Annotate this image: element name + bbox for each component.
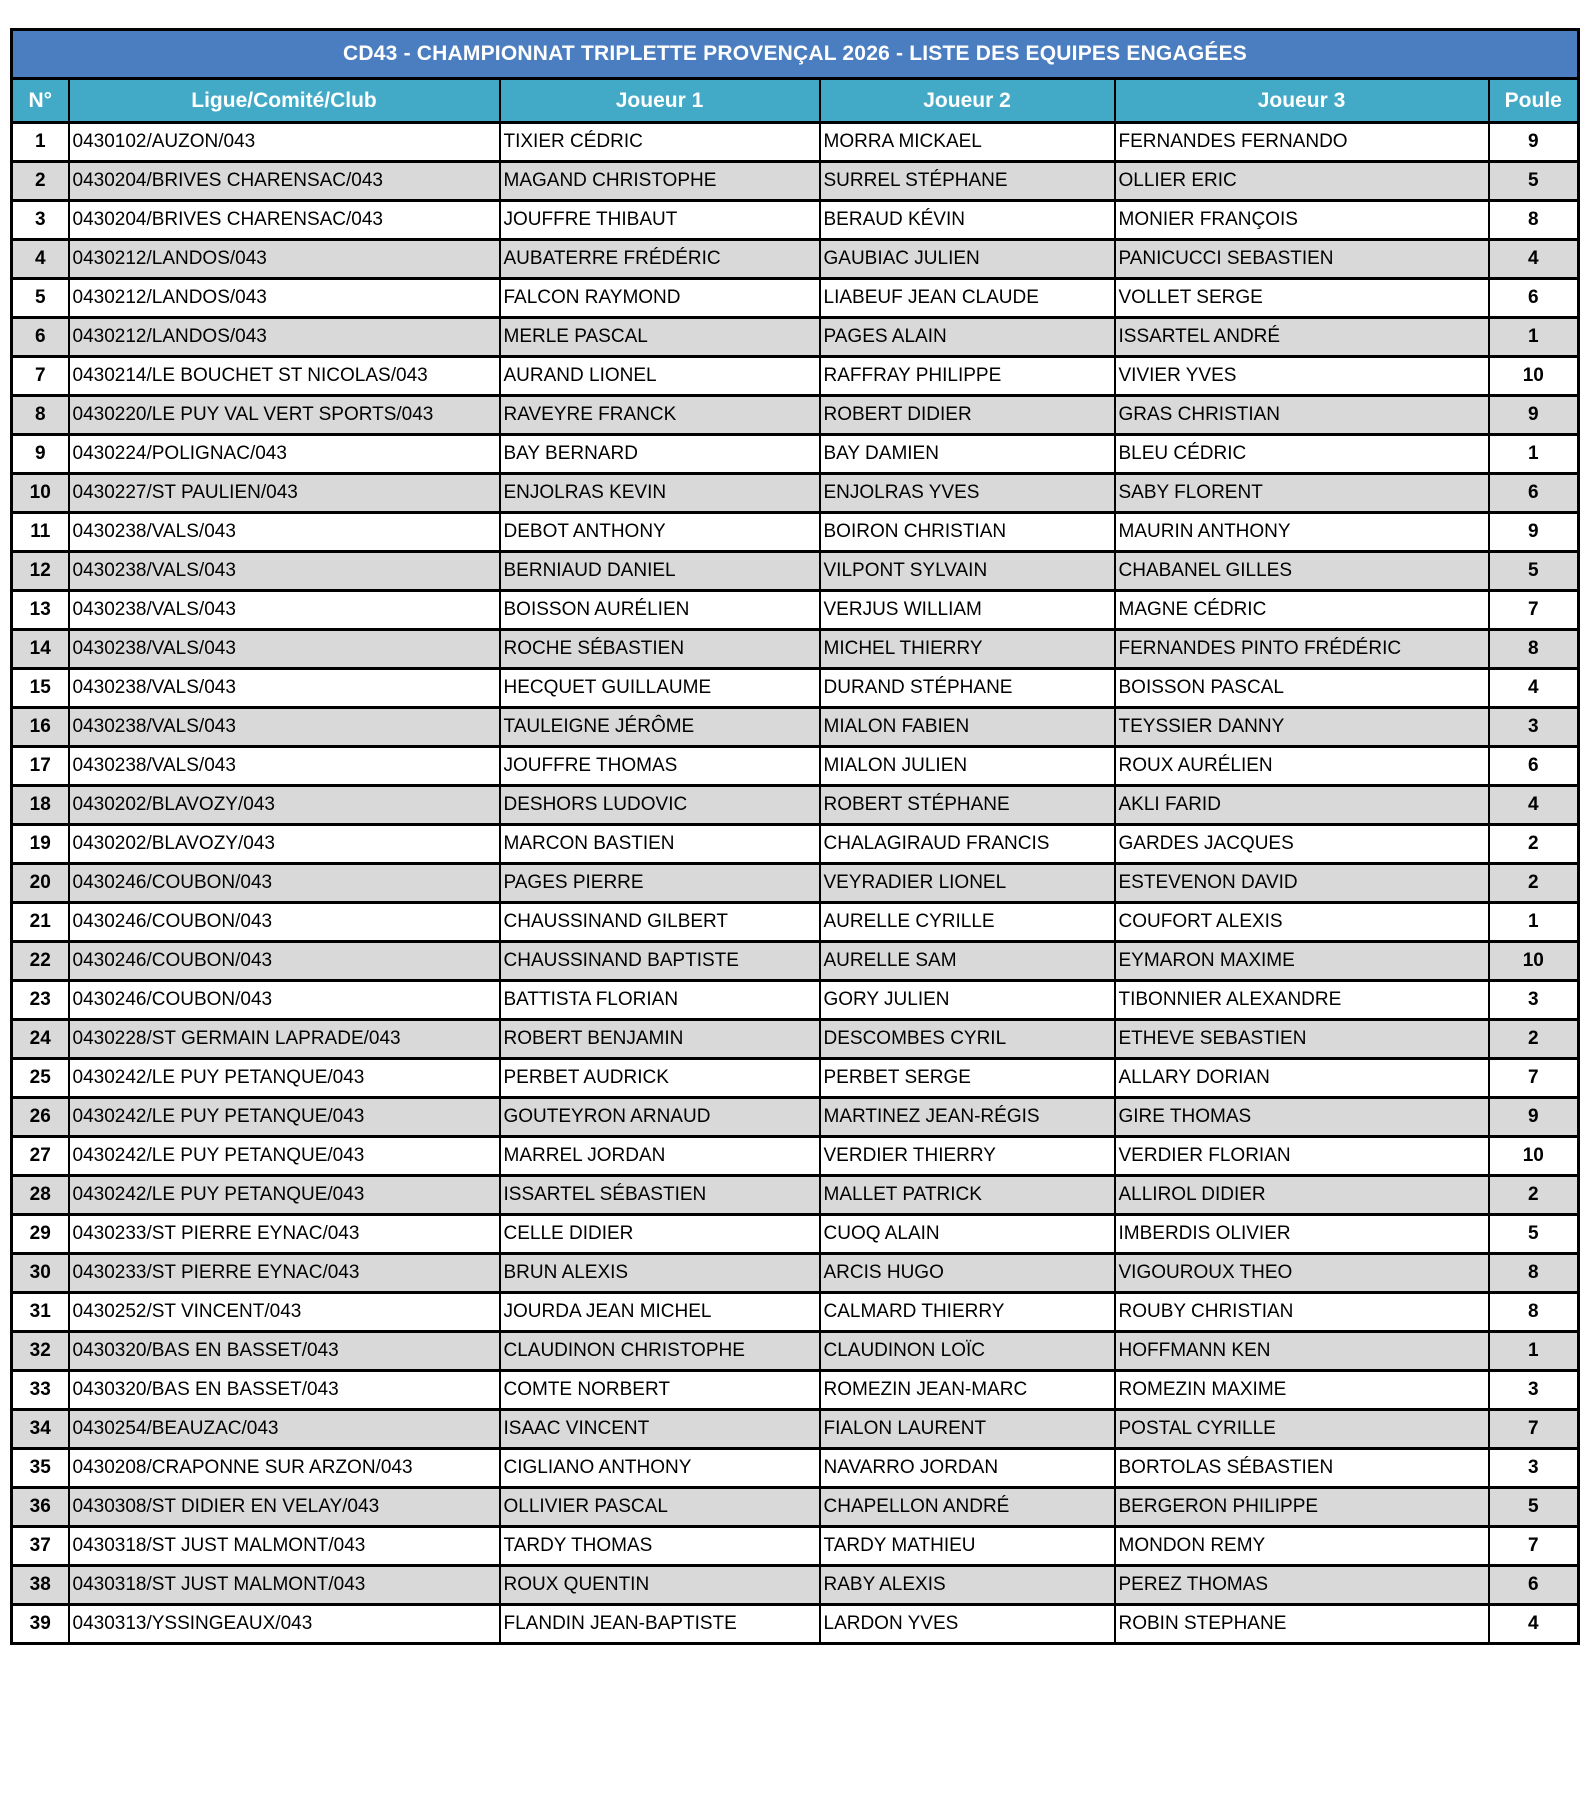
cell-poule: 9 (1489, 513, 1579, 552)
cell-poule: 10 (1489, 942, 1579, 981)
cell-poule: 8 (1489, 1254, 1579, 1293)
cell-joueur2: VERJUS WILLIAM (820, 591, 1115, 630)
cell-joueur3: BLEU CÉDRIC (1115, 435, 1489, 474)
cell-numero: 36 (12, 1488, 69, 1527)
cell-numero: 15 (12, 669, 69, 708)
cell-club: 0430246/COUBON/043 (69, 942, 500, 981)
cell-joueur1: MERLE PASCAL (500, 318, 820, 357)
cell-joueur3: IMBERDIS OLIVIER (1115, 1215, 1489, 1254)
cell-joueur2: CHAPELLON ANDRÉ (820, 1488, 1115, 1527)
cell-club: 0430318/ST JUST MALMONT/043 (69, 1527, 500, 1566)
cell-club: 0430254/BEAUZAC/043 (69, 1410, 500, 1449)
cell-poule: 9 (1489, 123, 1579, 162)
cell-club: 0430238/VALS/043 (69, 552, 500, 591)
cell-joueur3: TIBONNIER ALEXANDRE (1115, 981, 1489, 1020)
cell-joueur1: AURAND LIONEL (500, 357, 820, 396)
cell-numero: 23 (12, 981, 69, 1020)
cell-joueur2: MARTINEZ JEAN-RÉGIS (820, 1098, 1115, 1137)
cell-numero: 7 (12, 357, 69, 396)
table-row (12, 1254, 1579, 1293)
table-row (12, 240, 1579, 279)
cell-joueur2: SURREL STÉPHANE (820, 162, 1115, 201)
cell-poule: 5 (1489, 552, 1579, 591)
cell-club: 0430227/ST PAULIEN/043 (69, 474, 500, 513)
table-row (12, 981, 1579, 1020)
cell-joueur3: ESTEVENON DAVID (1115, 864, 1489, 903)
title-row (12, 30, 1579, 79)
table-row (12, 786, 1579, 825)
cell-joueur1: AUBATERRE FRÉDÉRIC (500, 240, 820, 279)
table-row (12, 1449, 1579, 1488)
cell-joueur2: RABY ALEXIS (820, 1566, 1115, 1605)
cell-joueur1: CIGLIANO ANTHONY (500, 1449, 820, 1488)
cell-numero: 29 (12, 1215, 69, 1254)
cell-joueur2: CHALAGIRAUD FRANCIS (820, 825, 1115, 864)
cell-club: 0430202/BLAVOZY/043 (69, 786, 500, 825)
cell-poule: 5 (1489, 1215, 1579, 1254)
cell-joueur2: ROMEZIN JEAN-MARC (820, 1371, 1115, 1410)
cell-numero: 31 (12, 1293, 69, 1332)
cell-joueur1: GOUTEYRON ARNAUD (500, 1098, 820, 1137)
cell-club: 0430228/ST GERMAIN LAPRADE/043 (69, 1020, 500, 1059)
cell-club: 0430246/COUBON/043 (69, 903, 500, 942)
cell-joueur2: MALLET PATRICK (820, 1176, 1115, 1215)
cell-joueur3: FERNANDES FERNANDO (1115, 123, 1489, 162)
column-header-poule: Poule (1489, 79, 1579, 123)
cell-joueur1: OLLIVIER PASCAL (500, 1488, 820, 1527)
cell-poule: 4 (1489, 669, 1579, 708)
cell-joueur1: BERNIAUD DANIEL (500, 552, 820, 591)
cell-joueur3: GRAS CHRISTIAN (1115, 396, 1489, 435)
cell-joueur1: MARREL JORDAN (500, 1137, 820, 1176)
cell-joueur3: ROBIN STEPHANE (1115, 1605, 1489, 1644)
cell-club: 0430212/LANDOS/043 (69, 318, 500, 357)
cell-poule: 4 (1489, 240, 1579, 279)
cell-joueur2: LIABEUF JEAN CLAUDE (820, 279, 1115, 318)
cell-joueur2: GORY JULIEN (820, 981, 1115, 1020)
cell-numero: 26 (12, 1098, 69, 1137)
cell-joueur1: ENJOLRAS KEVIN (500, 474, 820, 513)
cell-numero: 38 (12, 1566, 69, 1605)
cell-joueur2: AURELLE CYRILLE (820, 903, 1115, 942)
cell-club: 0430224/POLIGNAC/043 (69, 435, 500, 474)
cell-poule: 1 (1489, 318, 1579, 357)
cell-poule: 9 (1489, 396, 1579, 435)
cell-joueur1: BAY BERNARD (500, 435, 820, 474)
cell-joueur1: DEBOT ANTHONY (500, 513, 820, 552)
cell-club: 0430233/ST PIERRE EYNAC/043 (69, 1254, 500, 1293)
cell-joueur3: PANICUCCI SEBASTIEN (1115, 240, 1489, 279)
cell-numero: 22 (12, 942, 69, 981)
cell-joueur3: AKLI FARID (1115, 786, 1489, 825)
cell-club: 0430246/COUBON/043 (69, 981, 500, 1020)
table-row (12, 435, 1579, 474)
cell-joueur3: COUFORT ALEXIS (1115, 903, 1489, 942)
cell-poule: 6 (1489, 747, 1579, 786)
cell-club: 0430214/LE BOUCHET ST NICOLAS/043 (69, 357, 500, 396)
cell-joueur1: DESHORS LUDOVIC (500, 786, 820, 825)
cell-joueur3: VOLLET SERGE (1115, 279, 1489, 318)
cell-numero: 30 (12, 1254, 69, 1293)
cell-joueur2: VILPONT SYLVAIN (820, 552, 1115, 591)
cell-joueur1: ROBERT BENJAMIN (500, 1020, 820, 1059)
cell-joueur2: CALMARD THIERRY (820, 1293, 1115, 1332)
table-row (12, 591, 1579, 630)
table-row (12, 630, 1579, 669)
cell-poule: 7 (1489, 1527, 1579, 1566)
table-row (12, 474, 1579, 513)
cell-joueur2: NAVARRO JORDAN (820, 1449, 1115, 1488)
cell-joueur2: PERBET SERGE (820, 1059, 1115, 1098)
column-header-club: Ligue/Comité/Club (69, 79, 500, 123)
cell-poule: 2 (1489, 1020, 1579, 1059)
cell-poule: 7 (1489, 591, 1579, 630)
cell-club: 0430238/VALS/043 (69, 669, 500, 708)
cell-joueur1: ISAAC VINCENT (500, 1410, 820, 1449)
cell-joueur2: CUOQ ALAIN (820, 1215, 1115, 1254)
cell-club: 0430242/LE PUY PETANQUE/043 (69, 1176, 500, 1215)
table-row (12, 1215, 1579, 1254)
cell-poule: 4 (1489, 786, 1579, 825)
cell-numero: 16 (12, 708, 69, 747)
cell-joueur2: CLAUDINON LOÏC (820, 1332, 1115, 1371)
cell-numero: 19 (12, 825, 69, 864)
cell-joueur2: RAFFRAY PHILIPPE (820, 357, 1115, 396)
column-header-joueur3: Joueur 3 (1115, 79, 1489, 123)
cell-poule: 5 (1489, 162, 1579, 201)
table-row (12, 1605, 1579, 1644)
cell-joueur2: MICHEL THIERRY (820, 630, 1115, 669)
cell-joueur1: COMTE NORBERT (500, 1371, 820, 1410)
cell-club: 0430242/LE PUY PETANQUE/043 (69, 1098, 500, 1137)
column-header-joueur2: Joueur 2 (820, 79, 1115, 123)
cell-joueur3: ROUX AURÉLIEN (1115, 747, 1489, 786)
cell-club: 0430318/ST JUST MALMONT/043 (69, 1566, 500, 1605)
table-row (12, 396, 1579, 435)
cell-numero: 21 (12, 903, 69, 942)
cell-joueur3: POSTAL CYRILLE (1115, 1410, 1489, 1449)
cell-joueur3: BERGERON PHILIPPE (1115, 1488, 1489, 1527)
cell-numero: 9 (12, 435, 69, 474)
cell-club: 0430204/BRIVES CHARENSAC/043 (69, 201, 500, 240)
cell-club: 0430220/LE PUY VAL VERT SPORTS/043 (69, 396, 500, 435)
cell-joueur3: VIGOUROUX THEO (1115, 1254, 1489, 1293)
cell-poule: 2 (1489, 1176, 1579, 1215)
cell-joueur3: MONIER FRANÇOIS (1115, 201, 1489, 240)
table-row (12, 162, 1579, 201)
cell-joueur1: TAULEIGNE JÉRÔME (500, 708, 820, 747)
cell-poule: 2 (1489, 825, 1579, 864)
cell-joueur3: ROMEZIN MAXIME (1115, 1371, 1489, 1410)
cell-joueur2: DURAND STÉPHANE (820, 669, 1115, 708)
page-title: CD43 - CHAMPIONNAT TRIPLETTE PROVENÇAL 2026 - LISTE DES EQUIPES ENGAGÉES (12, 30, 1579, 79)
cell-joueur3: MONDON REMY (1115, 1527, 1489, 1566)
cell-club: 0430238/VALS/043 (69, 513, 500, 552)
table-row (12, 1488, 1579, 1527)
cell-numero: 2 (12, 162, 69, 201)
table-row (12, 669, 1579, 708)
cell-joueur1: BRUN ALEXIS (500, 1254, 820, 1293)
cell-numero: 25 (12, 1059, 69, 1098)
cell-club: 0430204/BRIVES CHARENSAC/043 (69, 162, 500, 201)
cell-joueur3: VIVIER YVES (1115, 357, 1489, 396)
cell-poule: 7 (1489, 1059, 1579, 1098)
cell-joueur3: ALLARY DORIAN (1115, 1059, 1489, 1098)
cell-numero: 39 (12, 1605, 69, 1644)
cell-poule: 1 (1489, 903, 1579, 942)
cell-club: 0430202/BLAVOZY/043 (69, 825, 500, 864)
cell-joueur2: BOIRON CHRISTIAN (820, 513, 1115, 552)
table-row (12, 864, 1579, 903)
cell-joueur3: ISSARTEL ANDRÉ (1115, 318, 1489, 357)
cell-poule: 6 (1489, 1566, 1579, 1605)
cell-joueur2: LARDON YVES (820, 1605, 1115, 1644)
cell-numero: 5 (12, 279, 69, 318)
cell-poule: 8 (1489, 630, 1579, 669)
cell-poule: 3 (1489, 708, 1579, 747)
table-row (12, 1098, 1579, 1137)
cell-poule: 8 (1489, 201, 1579, 240)
cell-joueur1: CELLE DIDIER (500, 1215, 820, 1254)
cell-numero: 8 (12, 396, 69, 435)
cell-numero: 1 (12, 123, 69, 162)
table-row (12, 903, 1579, 942)
cell-club: 0430313/YSSINGEAUX/043 (69, 1605, 500, 1644)
cell-club: 0430320/BAS EN BASSET/043 (69, 1371, 500, 1410)
table-row (12, 201, 1579, 240)
cell-numero: 33 (12, 1371, 69, 1410)
cell-numero: 6 (12, 318, 69, 357)
cell-poule: 2 (1489, 864, 1579, 903)
cell-numero: 4 (12, 240, 69, 279)
cell-numero: 13 (12, 591, 69, 630)
cell-joueur2: MORRA MICKAEL (820, 123, 1115, 162)
cell-numero: 27 (12, 1137, 69, 1176)
cell-club: 0430238/VALS/043 (69, 630, 500, 669)
cell-joueur1: JOUFFRE THOMAS (500, 747, 820, 786)
table-row (12, 552, 1579, 591)
cell-joueur1: FALCON RAYMOND (500, 279, 820, 318)
table-row (12, 123, 1579, 162)
cell-joueur1: ISSARTEL SÉBASTIEN (500, 1176, 820, 1215)
table-row (12, 942, 1579, 981)
cell-joueur2: DESCOMBES CYRIL (820, 1020, 1115, 1059)
column-header-row (12, 79, 1579, 123)
table-row (12, 1059, 1579, 1098)
teams-table (10, 28, 1580, 1645)
cell-joueur1: FLANDIN JEAN-BAPTISTE (500, 1605, 820, 1644)
table-row (12, 318, 1579, 357)
cell-joueur3: GARDES JACQUES (1115, 825, 1489, 864)
cell-poule: 8 (1489, 1293, 1579, 1332)
cell-numero: 11 (12, 513, 69, 552)
cell-joueur3: ALLIROL DIDIER (1115, 1176, 1489, 1215)
cell-joueur1: TIXIER CÉDRIC (500, 123, 820, 162)
cell-poule: 5 (1489, 1488, 1579, 1527)
table-row (12, 1371, 1579, 1410)
cell-joueur3: BOISSON PASCAL (1115, 669, 1489, 708)
cell-numero: 24 (12, 1020, 69, 1059)
cell-joueur2: BAY DAMIEN (820, 435, 1115, 474)
cell-joueur3: GIRE THOMAS (1115, 1098, 1489, 1137)
cell-club: 0430238/VALS/043 (69, 591, 500, 630)
cell-joueur2: ARCIS HUGO (820, 1254, 1115, 1293)
cell-joueur2: TARDY MATHIEU (820, 1527, 1115, 1566)
cell-club: 0430102/AUZON/043 (69, 123, 500, 162)
cell-poule: 6 (1489, 279, 1579, 318)
cell-joueur3: TEYSSIER DANNY (1115, 708, 1489, 747)
cell-numero: 20 (12, 864, 69, 903)
cell-poule: 10 (1489, 1137, 1579, 1176)
cell-joueur2: PAGES ALAIN (820, 318, 1115, 357)
cell-club: 0430238/VALS/043 (69, 708, 500, 747)
cell-joueur3: OLLIER ERIC (1115, 162, 1489, 201)
cell-numero: 35 (12, 1449, 69, 1488)
cell-numero: 32 (12, 1332, 69, 1371)
cell-numero: 34 (12, 1410, 69, 1449)
cell-poule: 9 (1489, 1098, 1579, 1137)
cell-joueur1: HECQUET GUILLAUME (500, 669, 820, 708)
cell-joueur1: JOUFFRE THIBAUT (500, 201, 820, 240)
cell-poule: 6 (1489, 474, 1579, 513)
table-row (12, 279, 1579, 318)
cell-numero: 3 (12, 201, 69, 240)
table-row (12, 1293, 1579, 1332)
cell-joueur2: ROBERT STÉPHANE (820, 786, 1115, 825)
cell-numero: 18 (12, 786, 69, 825)
cell-joueur2: VEYRADIER LIONEL (820, 864, 1115, 903)
cell-joueur1: ROCHE SÉBASTIEN (500, 630, 820, 669)
cell-club: 0430212/LANDOS/043 (69, 279, 500, 318)
table-row (12, 513, 1579, 552)
cell-numero: 12 (12, 552, 69, 591)
cell-joueur1: RAVEYRE FRANCK (500, 396, 820, 435)
cell-club: 0430246/COUBON/043 (69, 864, 500, 903)
cell-joueur3: VERDIER FLORIAN (1115, 1137, 1489, 1176)
cell-joueur3: SABY FLORENT (1115, 474, 1489, 513)
table-row (12, 1332, 1579, 1371)
cell-joueur1: BOISSON AURÉLIEN (500, 591, 820, 630)
cell-joueur3: CHABANEL GILLES (1115, 552, 1489, 591)
table-row (12, 357, 1579, 396)
cell-poule: 1 (1489, 435, 1579, 474)
cell-joueur3: MAURIN ANTHONY (1115, 513, 1489, 552)
cell-club: 0430208/CRAPONNE SUR ARZON/043 (69, 1449, 500, 1488)
cell-joueur2: MIALON JULIEN (820, 747, 1115, 786)
cell-club: 0430252/ST VINCENT/043 (69, 1293, 500, 1332)
cell-joueur1: MAGAND CHRISTOPHE (500, 162, 820, 201)
table-row (12, 1020, 1579, 1059)
cell-joueur1: CHAUSSINAND GILBERT (500, 903, 820, 942)
cell-numero: 17 (12, 747, 69, 786)
cell-club: 0430212/LANDOS/043 (69, 240, 500, 279)
cell-numero: 14 (12, 630, 69, 669)
cell-club: 0430320/BAS EN BASSET/043 (69, 1332, 500, 1371)
cell-joueur1: TARDY THOMAS (500, 1527, 820, 1566)
cell-joueur3: FERNANDES PINTO FRÉDÉRIC (1115, 630, 1489, 669)
cell-joueur2: AURELLE SAM (820, 942, 1115, 981)
cell-joueur1: PAGES PIERRE (500, 864, 820, 903)
cell-joueur3: EYMARON MAXIME (1115, 942, 1489, 981)
cell-joueur1: CLAUDINON CHRISTOPHE (500, 1332, 820, 1371)
cell-club: 0430238/VALS/043 (69, 747, 500, 786)
cell-joueur2: VERDIER THIERRY (820, 1137, 1115, 1176)
cell-numero: 10 (12, 474, 69, 513)
table-row (12, 708, 1579, 747)
cell-poule: 1 (1489, 1332, 1579, 1371)
cell-joueur1: ROUX QUENTIN (500, 1566, 820, 1605)
cell-poule: 3 (1489, 981, 1579, 1020)
column-header-joueur1: Joueur 1 (500, 79, 820, 123)
table-row (12, 1137, 1579, 1176)
cell-club: 0430308/ST DIDIER EN VELAY/043 (69, 1488, 500, 1527)
cell-joueur3: ETHEVE SEBASTIEN (1115, 1020, 1489, 1059)
cell-joueur2: GAUBIAC JULIEN (820, 240, 1115, 279)
table-row (12, 1527, 1579, 1566)
cell-joueur3: BORTOLAS SÉBASTIEN (1115, 1449, 1489, 1488)
cell-club: 0430242/LE PUY PETANQUE/043 (69, 1137, 500, 1176)
cell-poule: 7 (1489, 1410, 1579, 1449)
cell-joueur1: CHAUSSINAND BAPTISTE (500, 942, 820, 981)
cell-club: 0430242/LE PUY PETANQUE/043 (69, 1059, 500, 1098)
cell-numero: 37 (12, 1527, 69, 1566)
cell-joueur3: PEREZ THOMAS (1115, 1566, 1489, 1605)
table-row (12, 1176, 1579, 1215)
cell-numero: 28 (12, 1176, 69, 1215)
cell-joueur1: JOURDA JEAN MICHEL (500, 1293, 820, 1332)
cell-poule: 10 (1489, 357, 1579, 396)
cell-joueur2: ROBERT DIDIER (820, 396, 1115, 435)
cell-poule: 3 (1489, 1449, 1579, 1488)
cell-joueur2: BERAUD KÉVIN (820, 201, 1115, 240)
cell-poule: 4 (1489, 1605, 1579, 1644)
cell-poule: 3 (1489, 1371, 1579, 1410)
cell-joueur2: ENJOLRAS YVES (820, 474, 1115, 513)
table-row (12, 825, 1579, 864)
cell-joueur1: PERBET AUDRICK (500, 1059, 820, 1098)
column-header-numero: N° (12, 79, 69, 123)
cell-joueur2: MIALON FABIEN (820, 708, 1115, 747)
cell-joueur3: MAGNE CÉDRIC (1115, 591, 1489, 630)
cell-club: 0430233/ST PIERRE EYNAC/043 (69, 1215, 500, 1254)
cell-joueur1: BATTISTA FLORIAN (500, 981, 820, 1020)
cell-joueur1: MARCON BASTIEN (500, 825, 820, 864)
table-row (12, 747, 1579, 786)
cell-joueur3: ROUBY CHRISTIAN (1115, 1293, 1489, 1332)
table-row (12, 1410, 1579, 1449)
table-row (12, 1566, 1579, 1605)
cell-joueur2: FIALON LAURENT (820, 1410, 1115, 1449)
cell-joueur3: HOFFMANN KEN (1115, 1332, 1489, 1371)
